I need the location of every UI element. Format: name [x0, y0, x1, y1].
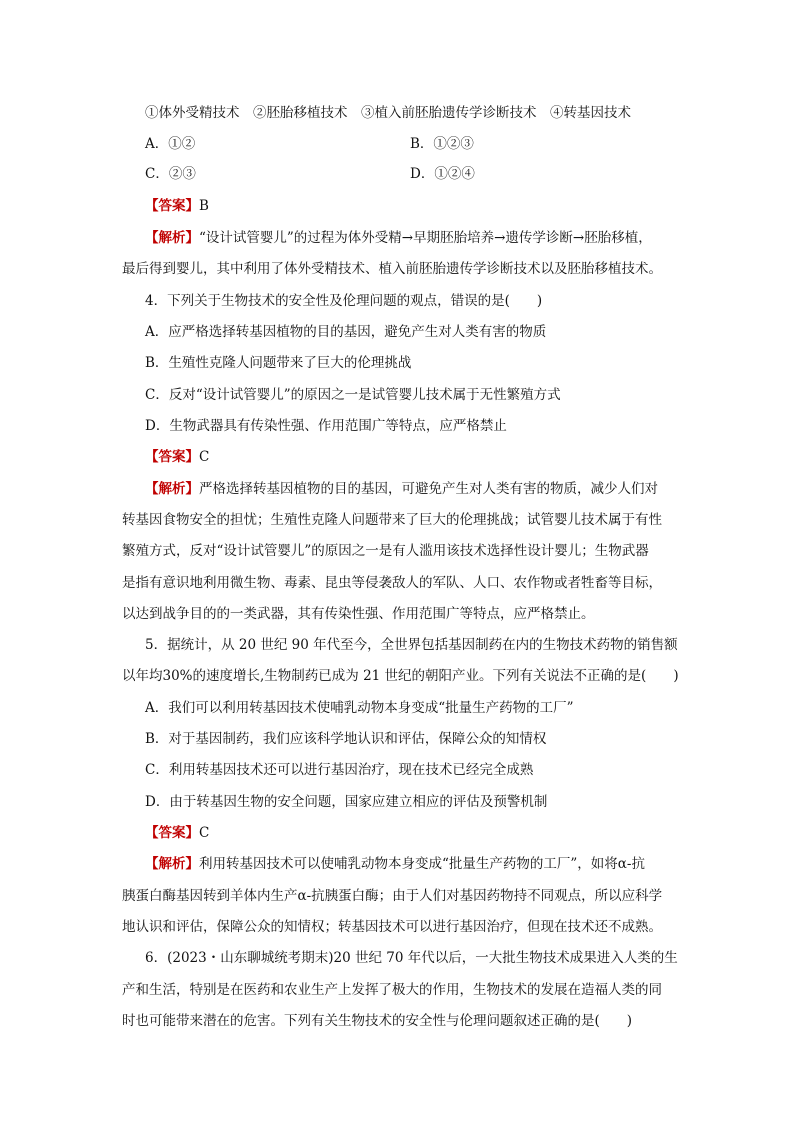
q5-option-d: D．由于转基因生物的安全问题，国家应建立相应的评估及预警机制 — [145, 794, 548, 810]
q4-analysis-line-3: 繁殖方式，反对“设计试管婴儿”的原因之一是有人滥用该技术选择性设计婴儿；生物武器 — [122, 543, 649, 559]
analysis-tag: 【解析】 — [145, 856, 199, 872]
q4-analysis-line-2: 转基因食物安全的担忧；生殖性克隆人问题带来了巨大的伦理挑战；试管婴儿技术属于有性 — [122, 512, 662, 528]
answer-value: B — [199, 198, 209, 214]
q4-option-c: C．反对“设计试管婴儿”的原因之一是试管婴儿技术属于无性繁殖方式 — [145, 387, 561, 403]
q5-option-a: A．我们可以利用转基因技术使哺乳动物本身变成“批量生产药物的工厂” — [145, 700, 574, 716]
q4-option-b: B．生殖性克隆人问题带来了巨大的伦理挑战 — [145, 355, 412, 371]
q5-answer — [145, 823, 209, 843]
q5-stem-line-1: 5．据统计，从 20 世纪 90 年代至今，全世界包括基因制药在内的生物技术药物的销售额 — [145, 637, 678, 653]
q6-stem-line-1: 6．(2023・山东聊城统考期末)20 世纪 70 年代以后，一大批生物技术成果进入人类的生 — [145, 950, 678, 966]
q3-items: ①体外受精技术 ②胚胎移植技术 ③植入前胚胎遗传学诊断技术 ④转基因技术 — [145, 105, 631, 121]
q3-analysis-line-2: 最后得到婴儿，其中利用了体外受精技术、植入前胚胎遗传学诊断技术以及胚胎移植技术。 — [122, 261, 662, 277]
analysis-tag: 【解析】 — [145, 230, 199, 246]
q6-stem-line-2: 产和生活，特别是在医药和农业生产上发挥了极大的作用，生物技术的发展在造福人类的同 — [122, 982, 662, 998]
answer-value: C — [199, 449, 210, 465]
q3-option-b: B．①②③ — [410, 136, 474, 152]
q6-stem-line-3: 时也可能带来潜在的危害。下列有关生物技术的安全性与伦理问题叙述正确的是( ) — [122, 1013, 633, 1029]
q4-stem: 4．下列关于生物技术的安全性及伦理问题的观点，错误的是( ) — [145, 293, 543, 309]
q3-option-c: C．②③ — [145, 166, 196, 182]
q3-answer — [145, 196, 209, 216]
q3-option-d: D．①②④ — [410, 166, 475, 182]
q4-answer — [145, 447, 209, 467]
q4-option-d: D．生物武器具有传染性强、作用范围广等特点，应严格禁止 — [145, 418, 507, 434]
answer-value: C — [199, 825, 210, 841]
q5-option-b: B．对于基因制药，我们应该科学地认识和评估，保障公众的知情权 — [145, 731, 547, 747]
q5-analysis-line-3: 地认识和评估，保障公众的知情权；转基因技术可以进行基因治疗，但现在技术还不成熟。 — [122, 919, 662, 935]
answer-tag: 【答案】 — [145, 449, 199, 465]
q5-option-c: C．利用转基因技术还可以进行基因治疗，现在技术已经完全成熟 — [145, 762, 534, 778]
q5-analysis-line-2: 胰蛋白酶基因转到羊体内生产α-抗胰蛋白酶；由于人们对基因药物持不同观点，所以应科学 — [122, 888, 663, 904]
q3-option-a: A．①② — [145, 136, 196, 152]
q4-analysis-line-1 — [145, 479, 658, 499]
q4-analysis-line-4: 是指有意识地利用微生物、毒素、昆虫等侵袭敌人的军队、人口、农作物或者牲畜等目标， — [122, 575, 662, 591]
q5-stem-line-2: 以年均30%的速度增长,生物制药已成为 21 世纪的朝阳产业。下列有关说法不正确的是( ) — [122, 668, 679, 684]
analysis-text: “设计试管婴儿”的过程为体外受精→早期胚胎培养→遗传学诊断→胚胎移植， — [199, 230, 652, 246]
analysis-text: 严格选择转基因植物的目的基因，可避免产生对人类有害的物质，减少人们对 — [199, 481, 658, 497]
answer-tag: 【答案】 — [145, 198, 199, 214]
q3-analysis-line-1 — [145, 228, 652, 248]
q4-analysis-line-5: 以达到战争目的的一类武器，其有传染性强、作用范围广等特点，应严格禁止。 — [122, 606, 595, 622]
q4-option-a: A．应严格选择转基因植物的目的基因，避免产生对人类有害的物质 — [145, 324, 547, 340]
q5-analysis-line-1 — [145, 854, 645, 874]
analysis-text: 利用转基因技术可以使哺乳动物本身变成“批量生产药物的工厂”，如将α-抗 — [199, 856, 645, 872]
analysis-tag: 【解析】 — [145, 481, 199, 497]
answer-tag: 【答案】 — [145, 825, 199, 841]
